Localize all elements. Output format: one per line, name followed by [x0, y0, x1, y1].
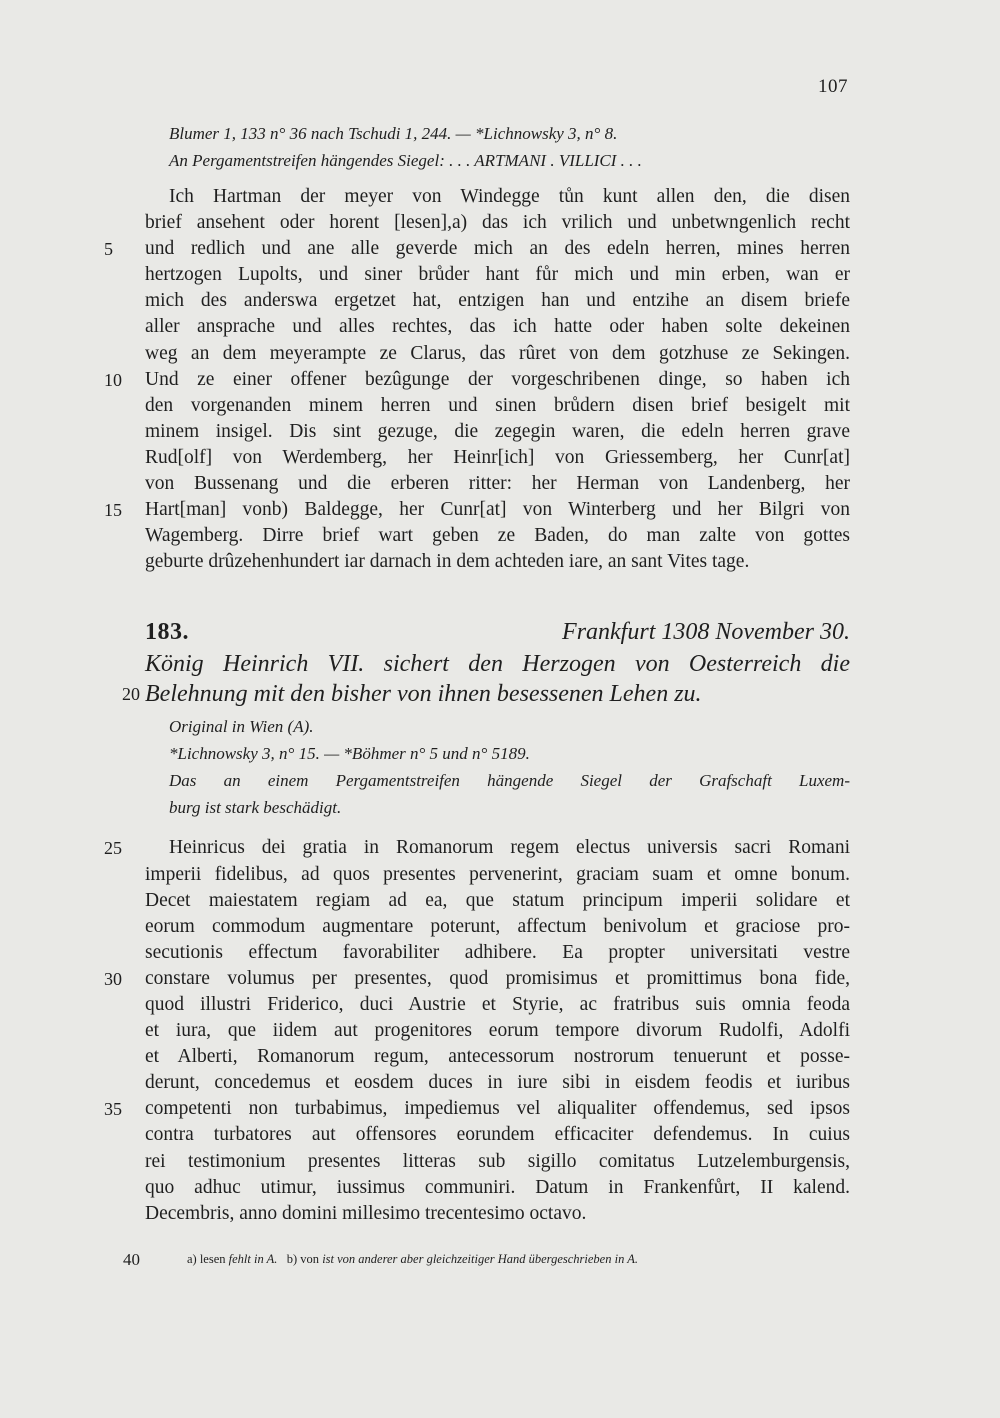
- line-number: 20: [122, 684, 140, 705]
- prev-doc-line-13: 15 Hart[man] vonb) Baldegge, her Cunr[at] von Winterberg und her Bilgri von: [145, 497, 850, 523]
- prev-doc-line-12: von Bussenang und die erberen ritter: her Herman von Landenberg, her: [145, 473, 850, 495]
- line-number: 15: [104, 500, 122, 521]
- doc-date-place: Frankfurt 1308 November 30.: [562, 619, 850, 646]
- doc-line-6: 30 constare volumus per presentes, quod promisimus et promittimus bona fide,: [145, 966, 850, 992]
- doc-number: 183.: [145, 619, 189, 646]
- prev-doc-literature: Blumer 1, 133 n° 36 nach Tschudi 1, 244. — *Lichnowsky 3, n° 8.: [169, 124, 618, 143]
- doc-line-10: derunt, concedemus et eosdem duces in iure sibi in eisdem feodis et iuribus: [145, 1072, 850, 1094]
- line-number: 30: [104, 968, 122, 989]
- doc-header: [145, 615, 850, 649]
- doc-summary-line-1: König Heinrich VII. sichert den Herzogen von Oesterreich die: [145, 651, 850, 678]
- doc-line-1: 25 Heinricus dei gratia in Romanorum regem electus universis sacri Romani: [145, 835, 850, 861]
- footnotes: [123, 1250, 850, 1269]
- doc-summary-line-2: 20 Belehnung mit den bisher von ihnen besessenen Lehen zu.: [145, 679, 850, 709]
- prev-doc-line-2: brief ansehent oder horent [lesen],a) das ich vrilich und unbetwngenlich recht: [145, 212, 850, 234]
- doc-line-15: Decembris, anno domini millesimo trecentesimo octavo.: [145, 1202, 587, 1224]
- line-number: 40: [123, 1250, 140, 1269]
- doc-literature: *Lichnowsky 3, n° 15. — *Böhmer n° 5 und n° 5189.: [169, 744, 530, 764]
- doc-line-5: secutionis effectum favorabiliter adhibere. Ea propter universitati vestre: [145, 941, 850, 963]
- line-number: 10: [104, 369, 122, 390]
- line-number: 25: [104, 838, 122, 859]
- footnote-a: a) lesen fehlt in A.: [187, 1252, 278, 1266]
- prev-doc-seal: An Pergamentstreifen hängendes Siegel: . . . ARTMANI . VILLICI . . .: [169, 151, 642, 170]
- doc-line-4: eorum commodum augmentare poterunt, affectum benivolum et graciose pro-: [145, 915, 850, 937]
- page-number: 107: [818, 76, 848, 97]
- footnote-b: b) von ist von anderer aber gleichzeitiger Hand übergeschrieben in A.: [286, 1252, 638, 1266]
- prev-doc-line-9: den vorgenanden minem herren und sinen brůdern disen brief besigelt mit: [145, 394, 850, 416]
- doc-line-2: imperii fidelibus, ad quos presentes pervenerint, graciam suam et omne bonum.: [145, 863, 850, 885]
- prev-doc-line-4: hertzogen Lupolts, und siner brůder hant fůr mich und min erben, wan er: [145, 264, 850, 286]
- prev-doc-line-14: Wagemberg. Dirre brief wart geben ze Baden, do man zalte von gottes: [145, 525, 850, 547]
- doc-line-3: Decet maiestatem regiam ad ea, que statum principum imperii solidare et: [145, 889, 850, 911]
- line-number: 5: [104, 239, 113, 260]
- doc-line-11: 35 competenti non turbabimus, impediemus vel aliqualiter offendemus, sed ipsos: [145, 1096, 850, 1122]
- line-number: 35: [104, 1099, 122, 1120]
- prev-doc-line-8: 10 Und ze einer offener bezûgunge der vorgeschribenen dinge, so haben ich: [145, 367, 850, 393]
- doc-line-14: quo adhuc utimur, iussimus communiri. Datum in Frankenfůrt, II kalend.: [145, 1176, 850, 1198]
- prev-doc-line-3: 5 und redlich und ane alle geverde mich an des edeln herren, mines herren: [145, 236, 850, 262]
- doc-seal-line-1: Das an einem Pergamentstreifen hängende Siegel der Grafschaft Luxem-: [169, 771, 850, 791]
- doc-line-12: contra turbatores aut offensores eorundem efficaciter defendemus. In cuius: [145, 1124, 850, 1146]
- prev-doc-line-5: mich des anderswa ergetzet hat, entzigen han und entzihe an disem briefe: [145, 290, 850, 312]
- doc-line-13: rei testimonium presentes litteras sub sigillo comitatus Lutzelemburgensis,: [145, 1150, 850, 1172]
- doc-line-8: et iura, que iidem aut progenitores eorum tempore divorum Rudolfi, Adolfi: [145, 1020, 850, 1042]
- main-text-column: [104, 120, 850, 1227]
- doc-seal-line-2: burg ist stark beschädigt.: [169, 798, 342, 818]
- prev-doc-line-10: minem insigel. Dis sint gezuge, die zegegin waren, die edeln herren grave: [145, 420, 850, 442]
- prev-doc-line-1: Ich Hartman der meyer von Windegge tůn kunt allen den, die disen: [169, 186, 850, 207]
- doc-line-7: quod illustri Friderico, duci Austrie et Styrie, ac fratribus suis omnia feoda: [145, 993, 850, 1015]
- prev-doc-line-7: weg an dem meyerampte ze Clarus, das rûret von dem gotzhuse ze Sekingen.: [145, 342, 850, 364]
- prev-doc-line-15: geburte drûzehenhundert iar darnach in dem achteden iare, an sant Vites tage.: [145, 551, 750, 573]
- prev-doc-line-6: aller ansprache und alles rechtes, das ich hatte oder haben solte dekeinen: [145, 316, 850, 338]
- prev-doc-line-11: Rud[olf] von Werdemberg, her Heinr[ich] von Griessemberg, her Cunr[at]: [145, 446, 850, 468]
- doc-line-9: et Alberti, Romanorum regum, antecessorum nostrorum tenuerunt et posse-: [145, 1046, 850, 1068]
- doc-original: Original in Wien (A).: [169, 717, 314, 737]
